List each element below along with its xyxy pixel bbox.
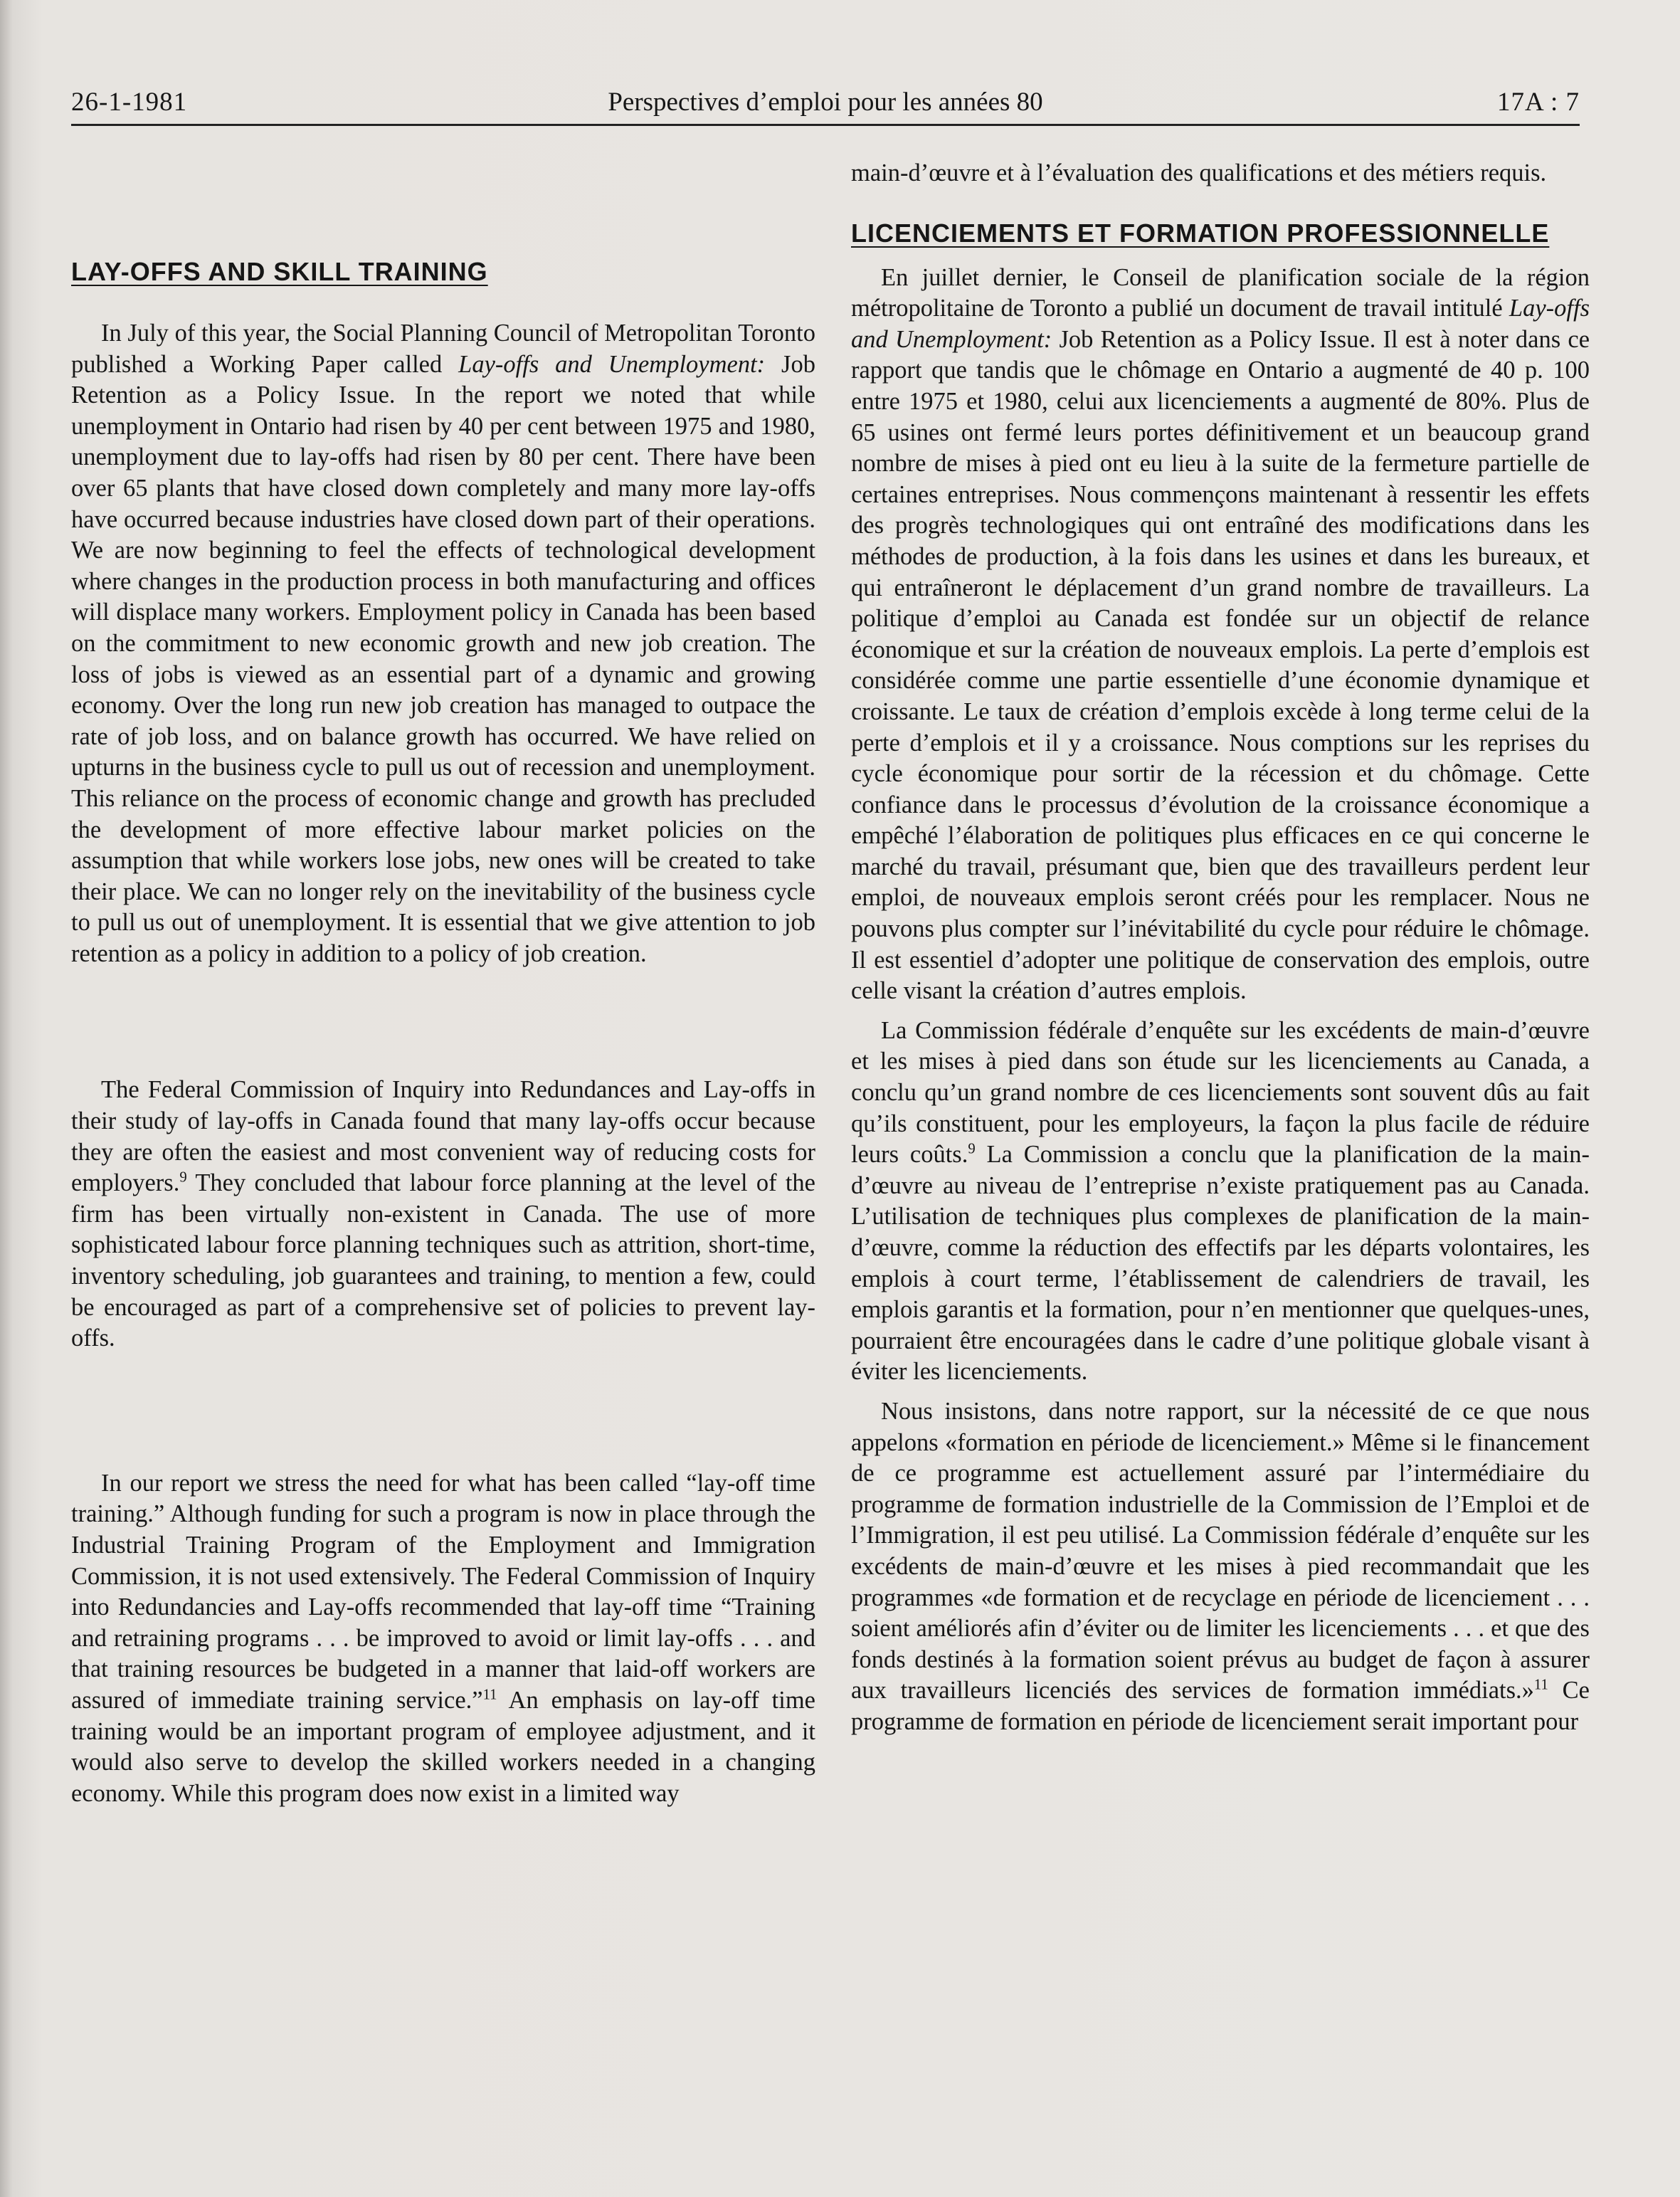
paragraph-french-2 (851, 1016, 1590, 1388)
paragraph-text: Job Retention as a Policy Issue. Il est à noter dans ce rapport que tandis que le chômage en Ontario a augmenté de 40 p. 100 entre 1975 et 1980, celui aux licenciements a augmenté de 80%. Plus de 65 usines ont fermé leurs portes définitivement et un beaucoup grand nombre de mises à pied ont eu lieu à la suite de la fermeture partielle de certaines entreprises. Nous commençons maintenant à ressentir les effets des progrès technologiques qui ont entraîné des modifications dans les méthodes de production, à la fois dans les usines et dans les bureaux, et qui entraîneront le déplacement d’un grand nombre de travailleurs. La politique d’emploi au Canada est fondée sur un objectif de relance économique et sur la création de nouveaux emplois. La perte d’emplois est considérée comme une partie essentielle d’une économie dynamique et croissante. Le taux de création d’emplois excède à long terme celui de la perte d’emplois et il y a croissance. Nous comptions sur les reprises du cycle économique pour sortir de la récession et du chômage. Cette confiance dans le processus d’évolution de la croissance économique a empêché l’élaboration de politiques plus efficaces en ce qui concerne le marché du travail, présumant que, bien que des travailleurs perdent leur emploi, de nouveaux emplois seront créés pour les remplacer. Nous ne pouvons plus compter sur l’inévitabilité du cycle pour réduire le chômage. Il est essentiel d’adopter une politique de conservation des emplois, outre celle visant la création d’autres emplois. (851, 325, 1590, 1005)
section-heading-english: LAY-OFFS AND SKILL TRAINING (71, 257, 488, 286)
paragraph-text: En juillet dernier, le Conseil de planification sociale de la région métropolitaine de Toronto a publié un document de travail intitulé (851, 263, 1590, 322)
paragraph-french-3 (851, 1396, 1590, 1738)
paragraph-english-1 (71, 318, 815, 969)
paragraph-french-1 (851, 263, 1590, 1007)
paragraph-text: Nous insistons, dans notre rapport, sur la nécessité de ce que nous appelons «formation en période de licenciement.» Même si le financement de ce programme est actuellement assuré par l’intermédiaire du programme de formation industrielle de la Commission de l’Emploi et de l’Immigration, il est peu utilisé. La Commission fédérale d’enquête sur les excédents de main-d’œuvre et les mises à pied recommandait que les programmes «de formation et de recyclage en période de licenciement . . . soient améliorés afin d’éviter ou de limiter les licenciements . . . et que des fonds destinés à la formation soient prévus au budget de façon à assurer aux travailleurs licenciés des services de formation immédiats.» (851, 1397, 1590, 1705)
paragraph-english-2 (71, 1075, 815, 1354)
paragraph-text: An emphasis on lay-off time training would be an important program of employee adjustment, and it would also serve to develop the skilled workers needed in a changing economy. While this program does now exist in a limited way (71, 1686, 815, 1807)
french-column (851, 158, 1590, 1738)
paragraph-text: La Commission a conclu que la planification de la main-d’œuvre au niveau de l’entreprise n’existe pratiquement pas au Canada. L’utilisation de techniques plus complexes de planification de la main-d’œuvre, comme la réduction des effectifs par les départs volontaires, les emplois à court terme, l’établissement de calendriers de travail, les emplois garantis et la formation, pour n’en mentionner que quelques-unes, pourraient être encouragées dans le cadre d’une politique globale visant à éviter les licenciements. (851, 1141, 1590, 1386)
page-binding-edge (0, 0, 13, 2197)
english-column (71, 158, 815, 1809)
paragraph-text: The Federal Commission of Inquiry into Redundances and Lay-offs in their study of lay-offs in Canada found that many lay-offs occur because they are often the easiest and most convenient way of reducing costs for employers. (71, 1076, 815, 1197)
paragraph-text: In July of this year, the Social Planning Council of Metropolitan Toronto published a Working Paper called (71, 320, 815, 378)
footnote-ref-9: 9 (179, 1169, 187, 1186)
footnote-ref-11: 11 (1533, 1677, 1548, 1693)
paragraph-text: In our report we stress the need for what has been called “lay-off time training.” Although funding for such a program is now in place through the Industrial Training Program of the Employment and Immigration Commission, it is not used extensively. The Federal Commission of Inquiry into Redundancies and Lay-offs recommended that lay-off time “Training and retraining programs . . . be improved to avoid or limit lay-offs . . . and that training resources be budgeted in a manner that laid-off workers are assured of immediate training service.” (71, 1469, 815, 1714)
section-heading-french: LICENCIEMENTS ET FORMATION PROFESSIONNELLE (851, 218, 1550, 248)
paragraph-text: They concluded that labour force planning at the level of the firm has been virtually non-existent in Canada. The use of more sophisticated labour force planning techniques such as attrition, short-time, inventory scheduling, job guarantees and training, to mention a few, could be encouraged as part of a comprehensive set of policies to prevent lay-offs. (71, 1169, 815, 1352)
paragraph-text: La Commission fédérale d’enquête sur les excédents de main-d’œuvre et les mises à pied dans son étude sur les licenciements au Canada, a conclu qu’un grand nombre de ces licenciements sont souvent dûs au fait qu’ils constituent, pour les employeurs, la façon la plus facile de réduire leurs coûts. (851, 1016, 1590, 1169)
report-title-italic: Lay-offs and Unemployment: (851, 295, 1590, 353)
report-title-italic: Lay-offs and Unemployment: (458, 350, 766, 378)
header-title: Perspectives d’emploi pour les années 80 (608, 88, 1043, 117)
footnote-ref-11: 11 (482, 1687, 497, 1703)
paragraph-text: Ce programme de formation en période de licenciement serait important pour (851, 1677, 1590, 1735)
paragraph-text: Job Retention as a Policy Issue. In the report we noted that while unemployment in Ontario had risen by 40 per cent between 1975 and 1980, unemployment due to lay-offs had risen by 80 per cent. There have been over 65 plants that have closed down completely and many more lay-offs have occurred because industries have closed down part of their operations. We are now beginning to feel the effects of technological development where changes in the production process in both manufacturing and offices will displace many workers. Employment policy in Canada has been based on the commitment to new economic growth and new job creation. The loss of jobs is viewed as an essential part of a dynamic and growing economy. Over the long run new job creation has managed to outpace the rate of job loss, and on balance growth has occurred. We have relied on upturns in the business cycle to pull us out of recession and unemployment. This reliance on the process of economic change and growth has precluded the development of more effective labour market policies on the assumption that while workers lose jobs, new ones will be created to take their place. We can no longer rely on the inevitability of the business cycle to pull us out of unemployment. It is essential that we give attention to job retention as a policy in addition to a policy of job creation. (71, 350, 815, 967)
continuation-french: main-d’œuvre et à l’évaluation des qualifications et des métiers requis. (851, 159, 1547, 186)
running-header (71, 84, 1580, 126)
header-page-number: 17A : 7 (1497, 88, 1580, 117)
header-date: 26-1-1981 (71, 88, 188, 117)
footnote-ref-9: 9 (968, 1141, 976, 1157)
paragraph-english-3 (71, 1468, 815, 1810)
